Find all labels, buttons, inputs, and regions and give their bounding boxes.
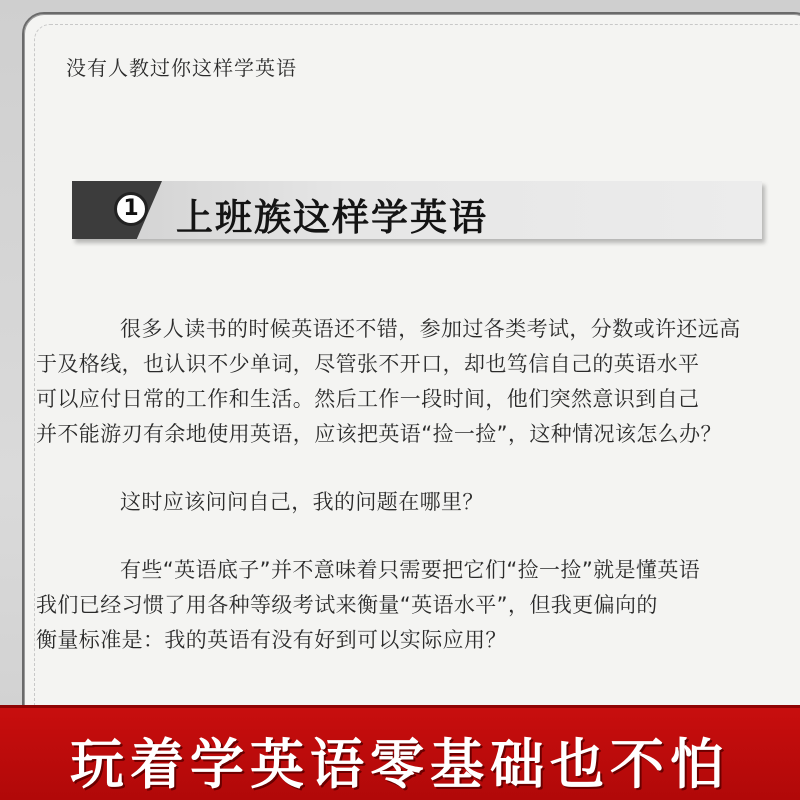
paragraph-line: 并不能游刃有余地使用英语，应该把英语“捡一捡”，这种情况该怎么办？ bbox=[36, 422, 722, 446]
paragraph-line: 这时应该问问自己，我的问题在哪里？ bbox=[120, 490, 484, 514]
paragraph-2 bbox=[78, 485, 778, 520]
paragraph-3 bbox=[36, 553, 778, 658]
paragraph-line: 有些“英语底子”并不意味着只需要把它们“捡一捡”就是懂英语 bbox=[120, 558, 701, 582]
section-heading-banner bbox=[72, 181, 772, 239]
paragraph-line: 我们已经习惯了用各种等级考试来衡量“英语水平”，但我更偏向的 bbox=[36, 593, 658, 617]
paragraph-line: 可以应付日常的工作和生活。然后工作一段时间，他们突然意识到自己 bbox=[36, 387, 700, 411]
promo-banner bbox=[0, 705, 800, 800]
running-head: 没有人教过你这样学英语 bbox=[66, 56, 297, 80]
paragraph-1 bbox=[36, 312, 778, 452]
section-number-badge: 1 bbox=[114, 192, 148, 226]
paragraph-line: 衡量标准是：我的英语有没有好到可以实际应用？ bbox=[36, 628, 507, 652]
body-text bbox=[36, 312, 778, 691]
section-title: 上班族这样学英语 bbox=[176, 196, 488, 239]
paragraph-line: 于及格线，也认识不少单词，尽管张不开口，却也笃信自己的英语水平 bbox=[36, 352, 700, 376]
promo-banner-text: 玩着学英语零基础也不怕 bbox=[70, 732, 730, 796]
paragraph-line: 很多人读书的时候英语还不错，参加过各类考试，分数或许还远高 bbox=[120, 317, 741, 341]
